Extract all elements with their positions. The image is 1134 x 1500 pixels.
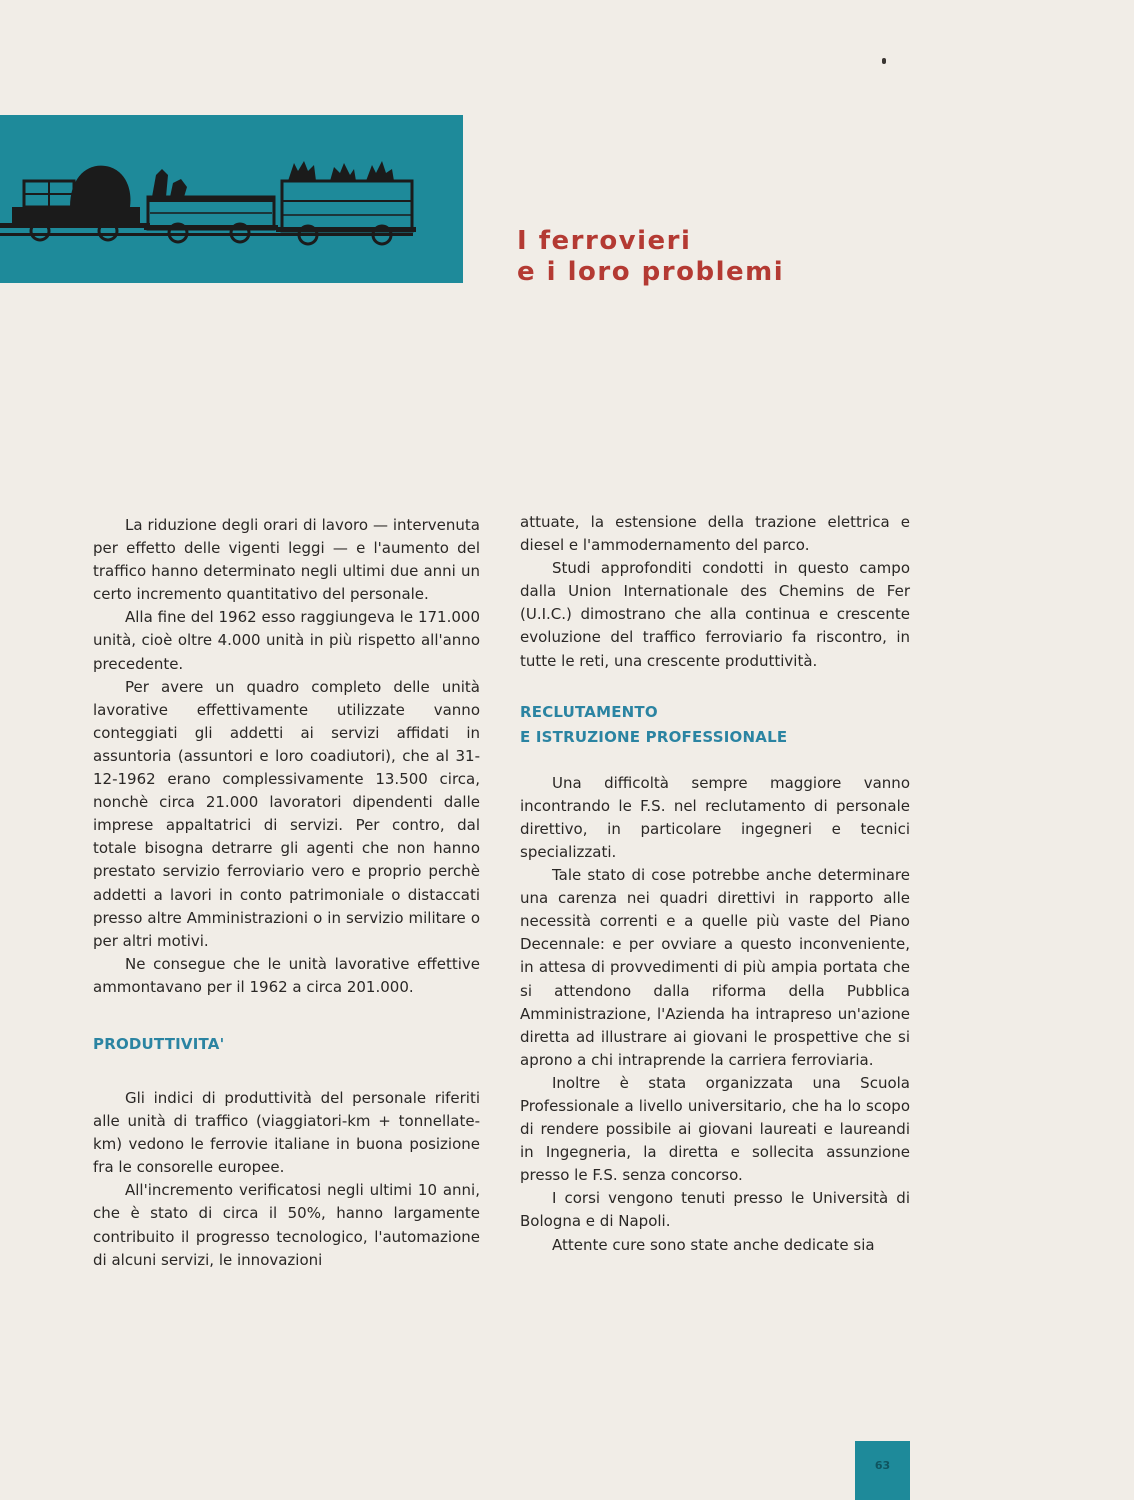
paragraph: La riduzione degli orari di lavoro — intervenuta per effetto delle vigenti leggi — e l'aumento del traffico hanno determinato negli ultimi due anni un certo incremento quantitativo del personale. (93, 516, 480, 604)
speck-mark (882, 58, 886, 64)
paragraph: Attente cure sono state anche dedicate sia (552, 1235, 875, 1254)
paragraph: Alla fine del 1962 esso raggiungeva le 171.000 unità, cioè oltre 4.000 unità in più rispetto all'anno precedente. (93, 608, 480, 673)
right-column (520, 511, 910, 1257)
header-banner (0, 115, 463, 283)
heading-line-1: RECLUTAMENTO (520, 702, 658, 721)
paragraph: Ne consegue che le unità lavorative effettive ammontavano per il 1962 a circa 201.000. (93, 954, 480, 996)
page-number-box (855, 1441, 910, 1500)
paragraph: Una difficoltà sempre maggiore vanno incontrando le F.S. nel reclutamento di personale direttivo, in particolare ingegneri e tecnici specializzati. (520, 773, 910, 861)
section-heading-reclutamento (520, 700, 910, 750)
paragraph: All'incremento verificatosi negli ultimi 10 anni, che è stato di circa il 50%, hanno largamente contribuito il progresso tecnologico, l'automazione di alcuni servizi, le innovazioni (93, 1181, 480, 1269)
paragraph: Tale stato di cose potrebbe anche determinare una carenza nei quadri direttivi in rapporto alle necessità correnti e a quelle più vaste del Piano Decennale: e per ovviare a questo inconveniente, in attesa di provvedimenti di più ampia portata che si attendono dalla riforma della Pubblica Amministrazione, l'Azienda ha intrapreso un'azione diretta ad illustrare ai giovani le prospettive che si aprono a chi intraprende la carriera ferroviaria. (520, 866, 910, 1069)
title-line-2: e i loro problemi (517, 257, 785, 287)
heading-line-2: E ISTRUZIONE PROFESSIONALE (520, 727, 788, 746)
paragraph: Studi approfonditi condotti in questo campo dalla Union Internationale des Chemins de Fer (U.I.C.) dimostrano che alla continua e crescente evoluzione del traffico ferroviario fa riscontro, in tutte le reti, una crescente produttività. (520, 559, 910, 670)
paragraph: Per avere un quadro completo delle unità lavorative effettivamente utilizzate vanno conteggiati gli addetti ai servizi affidati in assuntoria (assuntori e loro coadiutori), che al 31-12-1962 erano complessivamente 13.500 circa, nonchè circa 21.000 lavoratori dipendenti dalle imprese appaltatrici di servizi. Per contro, dal totale bisogna detrarre gli agenti che non hanno prestato servizio ferroviario vero e proprio perchè addetti a lavori in conto patrimoniale o distaccati presso altre Amministrazioni o in servizio militare o per altri motivi. (93, 677, 480, 950)
paragraph: Gli indici di produttività del personale riferiti alle unità di traffico (viaggiatori-km + tonnellate-km) vedono le ferrovie italiane in buona posizione fra le consorelle europee. (93, 1088, 480, 1177)
freight-train-illustration (0, 115, 463, 283)
left-column (93, 514, 480, 1272)
paragraph-continuation: attuate, la estensione della trazione elettrica e diesel e l'ammodernamento del parco. (520, 513, 910, 555)
page-number: 63 (874, 1459, 891, 1472)
title-line-1: I ferrovieri (517, 226, 692, 256)
section-heading-produttivita: PRODUTTIVITA' (93, 1034, 225, 1053)
paragraph: I corsi vengono tenuti presso le Università di Bologna e di Napoli. (520, 1189, 910, 1231)
page-title (517, 226, 784, 288)
paragraph: Inoltre è stata organizzata una Scuola Professionale a livello universitario, che ha lo scopo di rendere possibile ai giovani laureati e laureandi in Ingegneria, la diretta e sollecita assunzione presso le F.S. senza concorso. (520, 1073, 910, 1185)
